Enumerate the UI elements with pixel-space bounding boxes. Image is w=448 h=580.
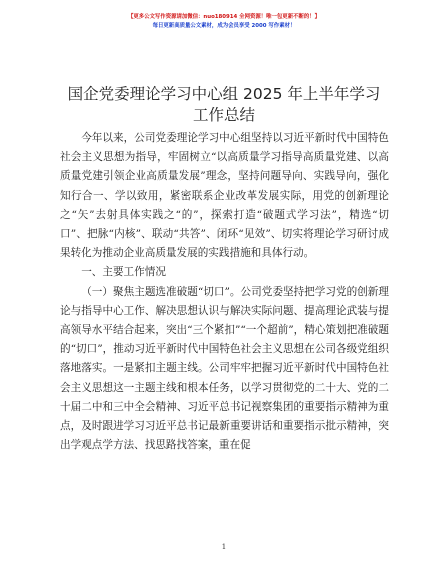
document-body (60, 129, 389, 455)
promo-banner-line-2: 每日更新高质量公文素材，成为会员享受 2000 写作素材！ (152, 23, 296, 29)
paragraph-section-1: （一）聚焦主题选准破题“切口”。公司党委坚持把学习党的创新理论与指导中心工作、解决思想认识与解决实际问题、提高理论武装与提高领导水平结合起来，突出“三个紧扣”“一个超前”，精心策划把准破题的“切口”，推动习近平新时代中国特色社会主义思想在公司各级党组织落地落实。一是紧扣主题主线。公司牢牢把握习近平新时代中国特色社会主义思想这一主题主线和根本任务，以学习贯彻党的二十大、党的二十届二中和三中全会精神、习近平总书记视察集团的重要指示精神为重点，及时跟进学习习近平总书记最新重要讲话和重要指示批示精神，突出学观点学方法、找思路找答案，重在促 (60, 285, 389, 452)
section-heading: 一、主要工作情况 (81, 266, 166, 279)
paragraph-intro: 今年以来，公司党委理论学习中心组坚持以习近平新时代中国特色社会主义思想为指导，牢固树立“以高质量学习指导高质量党建、以高质量党建引领企业高质量发展”理念，坚持问题导向、实践导向，强化知行合一、学以致用，紧密联系企业改革发展实际，用党的创新理论之“矢”去射具体实践之“的”，探索打造“破题式学习法”，精选“切口”、把脉“内核”、联动“共答”、闭环“见效”、切实将理论学习研讨成果转化为推动企业高质量发展的实践措施和具体行动。 (60, 132, 389, 260)
page-number: 1 (221, 543, 227, 551)
promo-banner-line-1: 【更多公文写作资源请加微信：nuo180914 全网资源！唯一包更新不断的！】 (127, 14, 321, 20)
document-title: 国企党委理论学习中心组 2025 年上半年学习工作总结 (67, 85, 381, 124)
